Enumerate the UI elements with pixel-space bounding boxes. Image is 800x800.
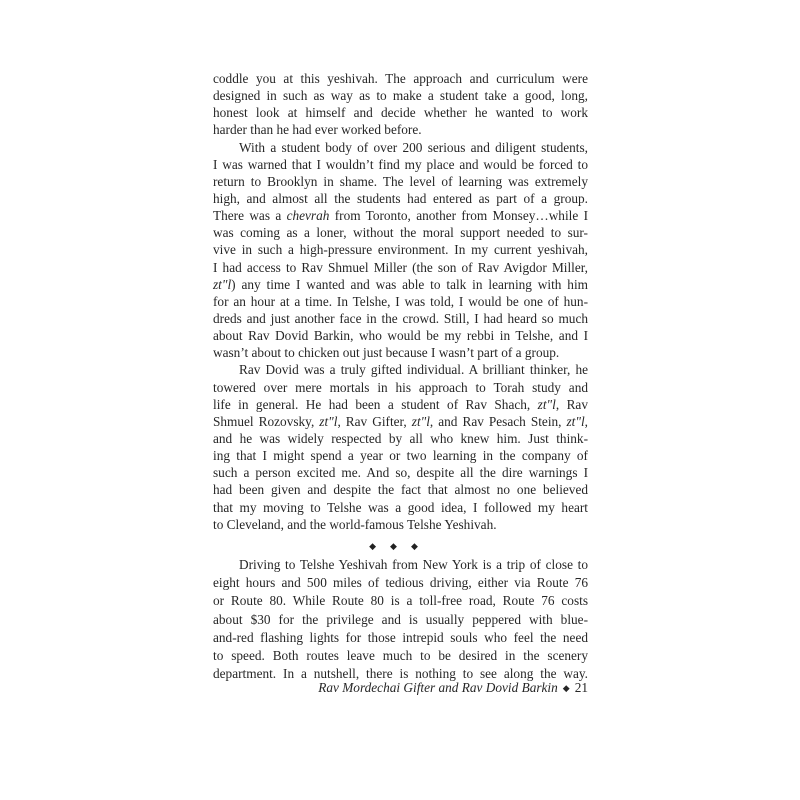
text-line (213, 344, 588, 361)
text-run: to Cleveland, and the world-famous Telshe Yeshivah. (213, 516, 497, 532)
text-line (213, 464, 588, 481)
text-run: and-red flashing lights for those intrepid souls who feel the need (213, 629, 588, 645)
italic-term: zt"l (537, 396, 556, 412)
italic-term: chevrah (286, 208, 330, 224)
text-line (213, 499, 588, 516)
body-text-section-1 (213, 70, 588, 533)
text-line (213, 361, 588, 378)
text-run: about Rav Dovid Barkin, who would be my rebbi in Telshe, and I (213, 328, 588, 344)
text-line (213, 647, 588, 665)
text-run: Driving to Telshe Yeshivah from New York is a trip of close to (239, 557, 588, 572)
text-line (213, 481, 588, 498)
text-run: honest look at himself and decide whether he wanted to work (213, 105, 588, 121)
text-line (213, 190, 588, 207)
text-run: towered over mere mortals in his approach to Torah study and (213, 379, 588, 395)
text-line (213, 413, 588, 430)
text-line (213, 310, 588, 327)
text-run: harder than he had ever worked before. (213, 122, 422, 138)
page-footer (318, 680, 588, 696)
text-run: I was warned that I wouldn’t find my place and would be forced to (213, 156, 588, 172)
text-line (213, 293, 588, 310)
body-text-section-2 (213, 556, 588, 683)
text-run: There was a (213, 208, 287, 224)
text-run: from Toronto, another from Monsey…while I (329, 208, 588, 224)
text-run: Shmuel Rozovsky, (213, 413, 320, 429)
text-run: for an hour at a time. In Telshe, I was told, I would be one of hun- (213, 293, 588, 309)
text-run: I had access to Rav Shmuel Miller (the son of Rav Avigdor Miller, (213, 259, 588, 275)
section-break-ornament: ◆◆◆ (369, 541, 432, 551)
italic-term: zt"l (319, 413, 338, 429)
text-run: ) any time I wanted and was able to talk in learning with him (231, 276, 588, 292)
text-run: vive in such a high-pressure environment. In my current yeshivah, (213, 242, 588, 258)
text-run: ing that I might spend a year or two learning in the company of (213, 448, 588, 464)
text-line (213, 574, 588, 592)
text-run: that my moving to Telshe was a good idea, I followed my heart (213, 499, 588, 515)
text-line (213, 139, 588, 156)
text-line (213, 447, 588, 464)
text-run: high, and almost all the students had entered as part of a group. (213, 190, 588, 206)
text-line (213, 207, 588, 224)
text-line (213, 430, 588, 447)
text-run: or Route 80. While Route 80 is a toll-free road, Route 76 costs (213, 593, 588, 609)
text-run: dreds and just another face in the crowd. Still, I had heard so much (213, 310, 588, 326)
text-run: , Rav (555, 396, 588, 412)
text-run: , Rav Gifter, (337, 413, 412, 429)
text-run: designed in such as way as to make a student take a good, long, (213, 88, 588, 104)
text-run: was coming as a loner, without the moral support needed to sur- (213, 225, 588, 241)
italic-term: zt"l (566, 413, 585, 429)
page-number: 21 (574, 680, 588, 695)
running-head: Rav Mordechai Gifter and Rav Dovid Barkin (318, 680, 558, 695)
text-run: department. In a nutshell, there is nothing to see along the way. (213, 666, 588, 682)
italic-term: zt"l (213, 276, 232, 292)
text-line (213, 396, 588, 413)
text-run: and he was widely respected by all who knew him. Just think- (213, 430, 588, 446)
text-line (213, 224, 588, 241)
text-line (213, 611, 588, 629)
text-run: With a student body of over 200 serious and diligent students, (239, 139, 588, 155)
text-line (213, 629, 588, 647)
text-run: about $30 for the privilege and is usually peppered with blue- (213, 611, 588, 627)
text-run: , (584, 413, 588, 429)
text-run: Rav Dovid was a truly gifted individual. A brilliant thinker, he (239, 362, 588, 378)
text-run: life in general. He had been a student of Rav Shach, (213, 396, 538, 412)
text-run: wasn’t about to chicken out just because I wasn’t part of a group. (213, 345, 560, 361)
diamond-separator-icon: ◆ (562, 683, 570, 693)
text-line (213, 156, 588, 173)
text-line (213, 104, 588, 121)
text-line (213, 276, 588, 293)
text-run: such a person excited me. And so, despite all the dire warnings I (213, 465, 588, 481)
text-line (213, 556, 588, 574)
text-line (213, 327, 588, 344)
text-run: , and Rav Pesach Stein, (429, 413, 567, 429)
text-line (213, 87, 588, 104)
text-run: return to Brooklyn in shame. The level of learning was extremely (213, 173, 588, 189)
text-run: to speed. Both routes leave much to be desired in the scenery (213, 647, 588, 663)
text-line (213, 259, 588, 276)
text-line (213, 70, 588, 87)
text-line (213, 592, 588, 610)
text-line (213, 121, 588, 138)
text-run: eight hours and 500 miles of tedious driving, either via Route 76 (213, 575, 588, 591)
text-line (213, 173, 588, 190)
text-line (213, 241, 588, 258)
italic-term: zt"l (411, 413, 430, 429)
text-line (213, 516, 588, 533)
text-run: coddle you at this yeshivah. The approach and curriculum were (213, 71, 588, 86)
text-line (213, 379, 588, 396)
text-run: had been given and despite the fact that almost no one believed (213, 482, 588, 498)
